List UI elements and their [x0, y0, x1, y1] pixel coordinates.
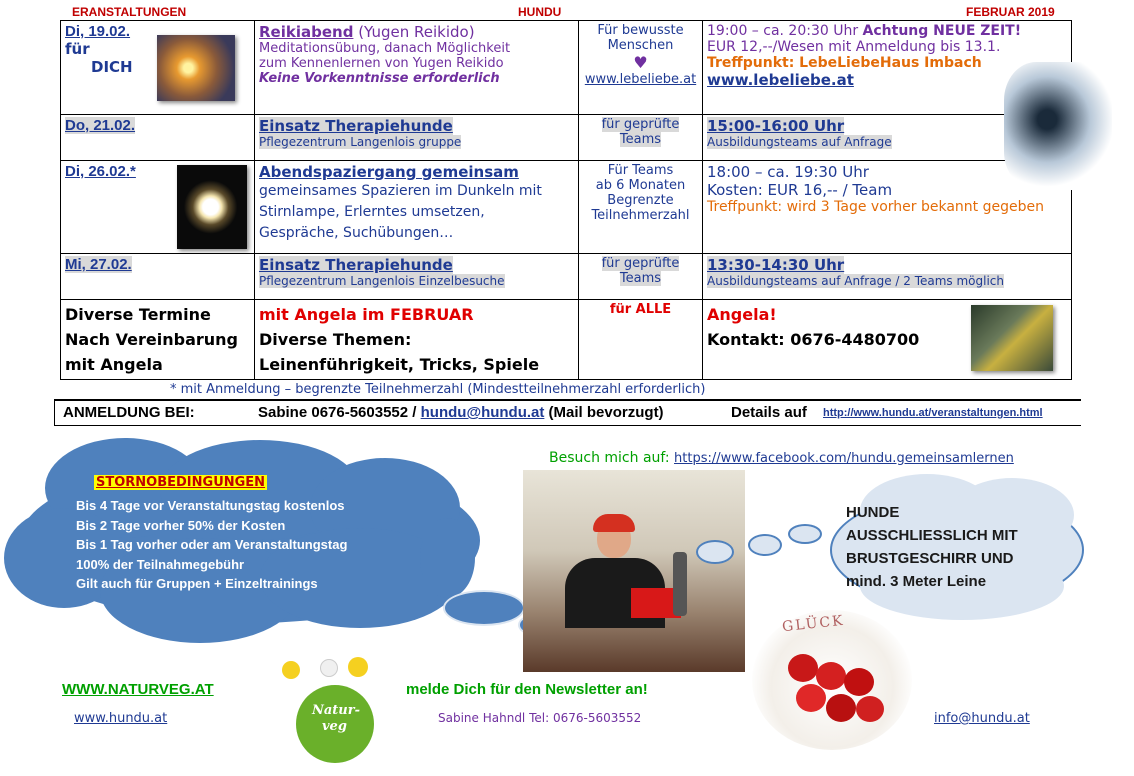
storno-line: Gilt auch für Gruppen + Einzeltrainings [76, 576, 318, 591]
rosehip-image [752, 610, 912, 750]
target-line1: Für bewusste [597, 23, 684, 38]
event-date: Di, 26.02.* [65, 163, 136, 180]
target-line3: Begrenzte [607, 193, 674, 208]
target-line2: Menschen [607, 38, 674, 53]
facebook-line [549, 450, 1014, 466]
newsletter-text: melde Dich für den Newsletter an! [406, 681, 648, 698]
events-table [60, 20, 1072, 380]
event-time: 13:30-14:30 Uhr [707, 256, 845, 274]
frozen-berries-image [1004, 62, 1112, 190]
event-desc: Pflegezentrum Langenlois Einzelbesuche [259, 274, 505, 288]
footnote: * mit Anmeldung – begrenzte Teilnehmerzahl (Mindestteilnehmerzahl erforderlich) [170, 382, 706, 397]
target-line1: für geprüfte [601, 117, 680, 132]
event-date-line1: Diverse Termine [65, 305, 211, 324]
logo-text-line1: Natur- [312, 703, 361, 718]
event-title: Reikiabend [259, 23, 354, 41]
toy-image [971, 305, 1053, 371]
event-title-suffix: (Yugen Reikido) [353, 23, 475, 41]
event-info: Ausbildungsteams auf Anfrage [707, 135, 892, 149]
registration-label: ANMELDUNG BEI: [63, 404, 195, 421]
heart-icon: ♥ [633, 53, 648, 72]
event-date-line2: für [65, 40, 90, 58]
naturveg-logo [276, 655, 386, 770]
facebook-link[interactable]: https://www.facebook.com/hundu.gemeinsamlernen [674, 451, 1014, 466]
event-desc-line2: Stirnlampe, Erlerntes umsetzen, [259, 204, 485, 220]
target-line1: Für Teams [607, 163, 674, 178]
event-date-line3: DICH [91, 58, 133, 76]
event-price: Kosten: EUR 16,-- / Team [707, 181, 893, 199]
header-left: ERANSTALTUNGEN [72, 5, 187, 19]
storno-line: 100% der Teilnahmegebühr [76, 556, 245, 572]
event-info: Ausbildungsteams auf Anfrage / 2 Teams möglich [707, 274, 1004, 288]
info-email-link[interactable]: info@hundu.at [934, 711, 1030, 726]
dog-rules-line: BRUSTGESCHIRR UND [846, 550, 1014, 567]
event-title: mit Angela im FEBRUAR [259, 305, 474, 324]
event-desc-line3: Keine Vorkenntnisse erforderlich [259, 71, 500, 86]
event-desc-line3: Gespräche, Suchübungen… [259, 225, 454, 241]
thought-bubble [696, 540, 734, 564]
new-time-note: Achtung NEUE ZEIT! [862, 23, 1022, 39]
target-line2: Teams [619, 271, 662, 286]
event-desc-line2: Leinenführigkeit, Tricks, Spiele [259, 355, 540, 374]
sabine-contact: Sabine Hahndl Tel: 0676-5603552 [438, 711, 642, 725]
table-row [61, 300, 1072, 380]
table-row [61, 115, 1072, 161]
storno-line: Bis 2 Tage vorher 50% der Kosten [76, 517, 286, 533]
moon-image [177, 165, 247, 249]
event-date-line2: Nach Vereinbarung [65, 330, 238, 349]
storno-list [76, 496, 347, 594]
gluck-text: GLÜCK [781, 612, 846, 636]
event-desc-line2: zum Kennenlernen von Yugen Reikido [259, 56, 504, 71]
thought-bubble [443, 590, 525, 626]
event-title: Einsatz Therapiehunde [259, 256, 453, 274]
event-title: Einsatz Therapiehunde [259, 117, 453, 135]
dog-rules-line: mind. 3 Meter Leine [846, 573, 987, 590]
person-photo [523, 470, 745, 672]
event-date: Mi, 27.02. [65, 256, 132, 273]
event-desc-line1: Meditationsübung, danach Möglichkeit [259, 41, 511, 56]
target-line4: Teilnehmerzahl [591, 208, 690, 223]
event-meeting-point: Treffpunkt: wird 3 Tage vorher bekannt gegeben [707, 199, 1044, 215]
registration-mail-note: (Mail bevorzugt) [544, 404, 664, 421]
event-date: Do, 21.02. [65, 117, 136, 134]
target-line1: für ALLE [609, 302, 672, 317]
event-time: 19:00 – ca. 20:30 Uhr [707, 23, 863, 39]
event-meeting-point: Treffpunkt: LebeLiebeHaus Imbach [707, 55, 982, 71]
thought-bubble [748, 534, 782, 556]
dog-rules-line: HUNDE [846, 504, 900, 521]
thought-bubble [788, 524, 822, 544]
logo-text-line2: veg [322, 719, 347, 734]
table-row [61, 161, 1072, 254]
event-date: Di, 19.02. [65, 23, 131, 40]
table-row [61, 21, 1072, 115]
contact-name: Angela! [707, 305, 777, 324]
naturveg-link[interactable]: WWW.NATURVEG.AT [62, 681, 214, 698]
storno-title: STORNOBEDINGUNGEN [96, 475, 266, 490]
event-desc-line1: gemeinsames Spazieren im Dunkeln mit [259, 183, 542, 199]
event-date-line3: mit Angela [65, 355, 163, 374]
registration-email-link[interactable]: hundu@hundu.at [420, 404, 545, 421]
storno-line: Bis 4 Tage vor Veranstaltungstag kostenlos [76, 498, 345, 513]
contact-phone: Kontakt: 0676-4480700 [707, 330, 920, 349]
facebook-label: Besuch mich auf: [549, 450, 675, 466]
event-desc: Pflegezentrum Langenlois gruppe [259, 135, 462, 149]
target-line2: ab 6 Monaten [595, 178, 686, 193]
header-right: FEBRUAR 2019 [966, 5, 1055, 19]
dog-rules-line: AUSSCHLIESSLICH MIT [846, 527, 1018, 544]
hundu-link[interactable]: www.hundu.at [74, 711, 168, 726]
event-title: Abendspaziergang gemeinsam [259, 163, 519, 181]
registration-contact: Sabine 0676-5603552 / [258, 404, 421, 421]
event-desc-line1: Diverse Themen: [259, 330, 412, 349]
table-row [61, 254, 1072, 300]
lebeliebe-link[interactable]: www.lebeliebe.at [584, 72, 697, 87]
details-label: Details auf [731, 404, 807, 421]
candle-image [157, 35, 235, 101]
target-line2: Teams [619, 132, 662, 147]
lebeliebe-link-2[interactable]: www.lebeliebe.at [707, 71, 854, 89]
registration-bar [54, 399, 1081, 426]
dog-rules-text [846, 501, 1018, 593]
target-line1: für geprüfte [601, 256, 680, 271]
details-url-link[interactable]: http://www.hundu.at/veranstaltungen.html [823, 407, 1043, 419]
header-center: HUNDU [518, 5, 562, 19]
event-time: 18:00 – ca. 19:30 Uhr [707, 163, 869, 181]
event-time: 15:00-16:00 Uhr [707, 117, 845, 135]
storno-line: Bis 1 Tag vorher oder am Veranstaltungstag [76, 537, 348, 552]
event-price: EUR 12,--/Wesen mit Anmeldung bis 13.1. [707, 39, 1001, 55]
